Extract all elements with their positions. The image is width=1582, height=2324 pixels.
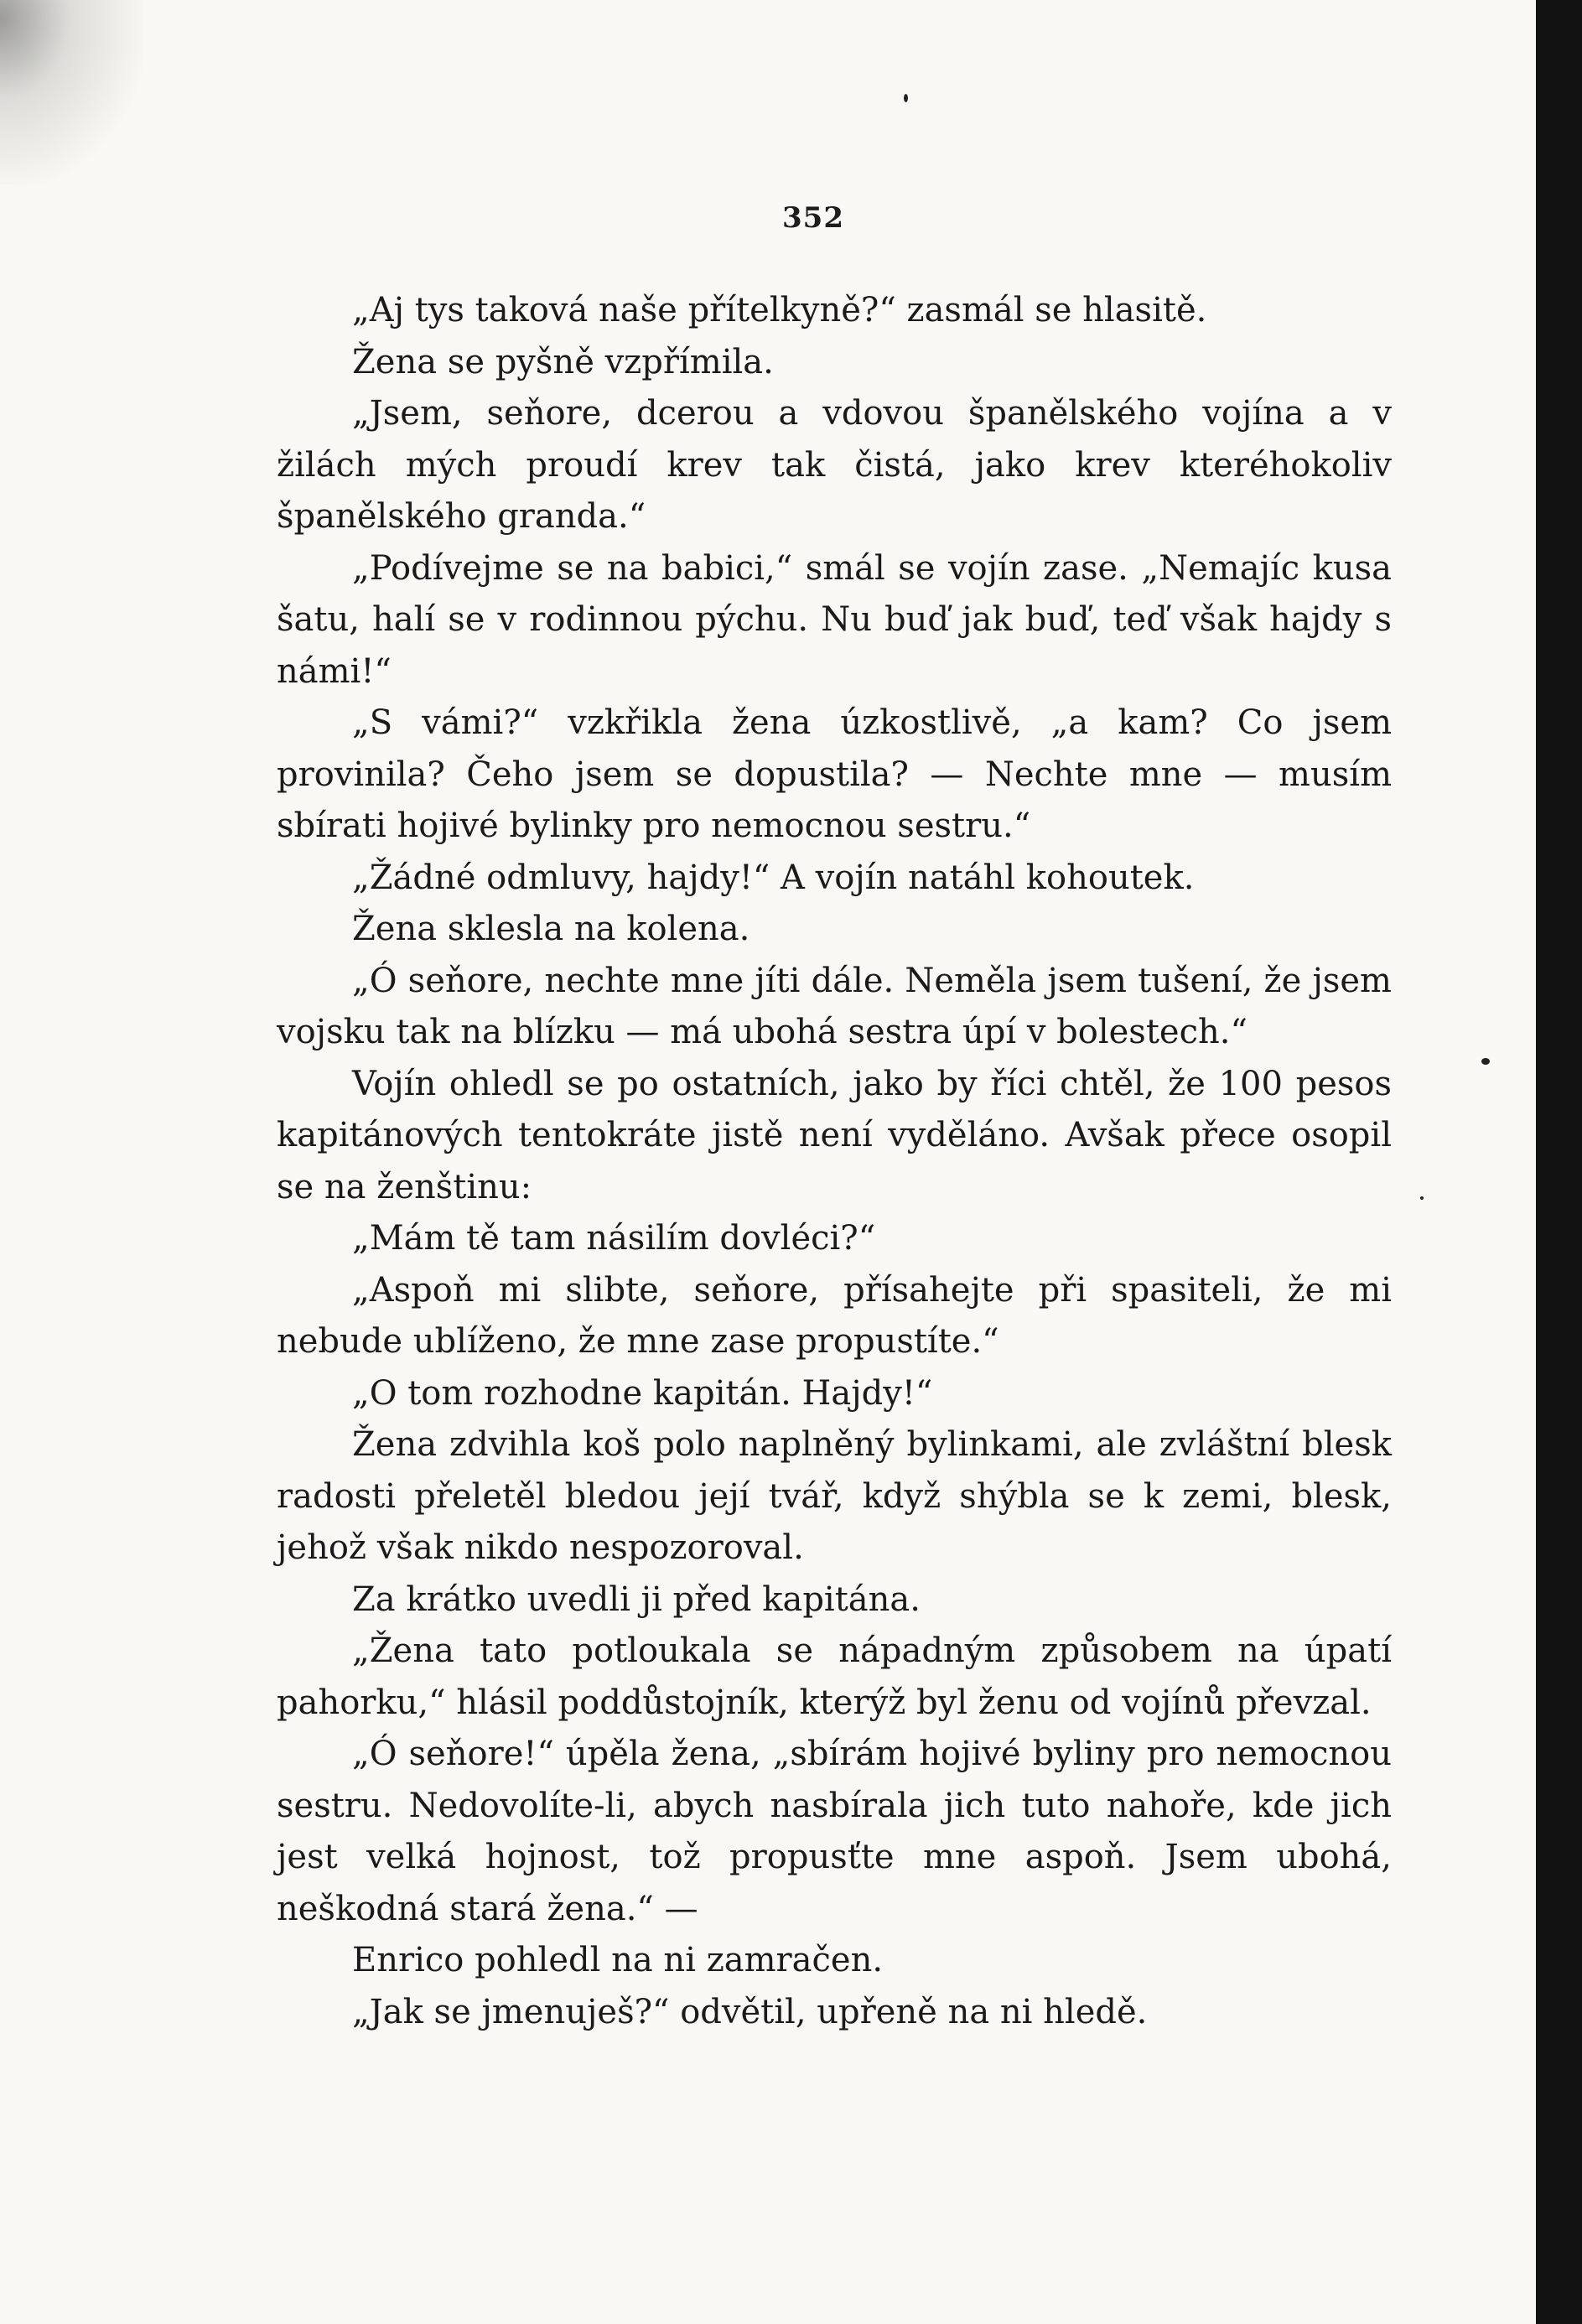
paragraph: „Ó seňore, nechte mne jíti dále. Neměla jsem tušení, že jsem vojsku tak na blízku — má ubohá sestra úpí v bolestech.“ — [277, 961, 1392, 1051]
paragraph: „Mám tě tam násilím dovléci?“ — [352, 1219, 876, 1258]
paragraph: „S vámi?“ vzkřikla žena úzkostlivě, „a kam? Co jsem provinila? Čeho jsem se dopustila? — Nechte mne — musím sbírati hojivé bylinky pro nemocnou sestru.“ — [277, 703, 1392, 845]
page-edge-shadow — [1536, 0, 1582, 2324]
paragraph: „Podívejme se na babici,“ smál se vojín zase. „Nemajíc kusa šatu, halí se v rodinnou pýchu. Nu buď jak buď, teď však hajdy s námi!“ — [277, 548, 1392, 691]
paragraph: „Aspoň mi slibte, seňore, přísahejte při spasiteli, že mi nebude ublíženo, že mne zase propustíte.“ — [277, 1270, 1392, 1361]
paragraph: Za krátko uvedli ji před kapitána. — [352, 1580, 921, 1619]
paragraph: „O tom rozhodne kapitán. Hajdy!“ — [352, 1373, 933, 1413]
paragraph: Vojín ohledl se po ostatních, jako by říci chtěl, že 100 pesos kapitánových tentokráte jistě není vyděláno. Avšak přece osopil se na ženštinu: — [277, 1064, 1392, 1206]
page-number: 352 — [782, 201, 844, 235]
paragraph: „Jak se jmenuješ?“ odvětil, upřeně na ni hledě. — [352, 1992, 1148, 2031]
paragraph: Žena se pyšně vzpřímila. — [352, 342, 774, 381]
paragraph: Žena sklesla na kolena. — [352, 910, 750, 948]
paragraph: „Žádné odmluvy, hajdy!“ A vojín natáhl kohoutek. — [352, 858, 1195, 897]
ink-speck — [904, 94, 908, 102]
paragraph: „Aj tys taková naše přítelkyně?“ zasmál se hlasitě. — [352, 291, 1207, 329]
paragraph: „Ó seňore!“ úpěla žena, „sbírám hojivé byliny pro nemocnou sestru. Nedovolíte-li, abych nasbírala jich tuto nahoře, kde jich jest velká hojnost, tož propusťte mne aspoň. Jsem ubohá, neškodná stará žena.“ — — [277, 1735, 1392, 1928]
paragraph: Enrico pohledl na ni zamračen. — [352, 1941, 884, 1979]
ink-speck — [1481, 1058, 1490, 1065]
paragraph: Žena zdvihla koš polo naplněný bylinkami, ale zvláštní blesk radosti přeletěl bledou její tvář, když shýbla se k zemi, blesk, jehož však nikdo nespozoroval. — [277, 1425, 1392, 1567]
body-text — [277, 285, 1392, 2038]
paragraph: „Jsem, seňore, dcerou a vdovou španělského vojína a v žilách mých proudí krev tak čistá, jako krev kteréhokoliv španělského granda.“ — [277, 394, 1392, 536]
paragraph: „Žena tato potloukala se nápadným způsobem na úpatí pahorku,“ hlásil poddůstojník, kterýž byl ženu od vojínů převzal. — [277, 1631, 1392, 1722]
ink-speck — [1420, 1196, 1424, 1200]
scan-shadow — [0, 0, 143, 184]
